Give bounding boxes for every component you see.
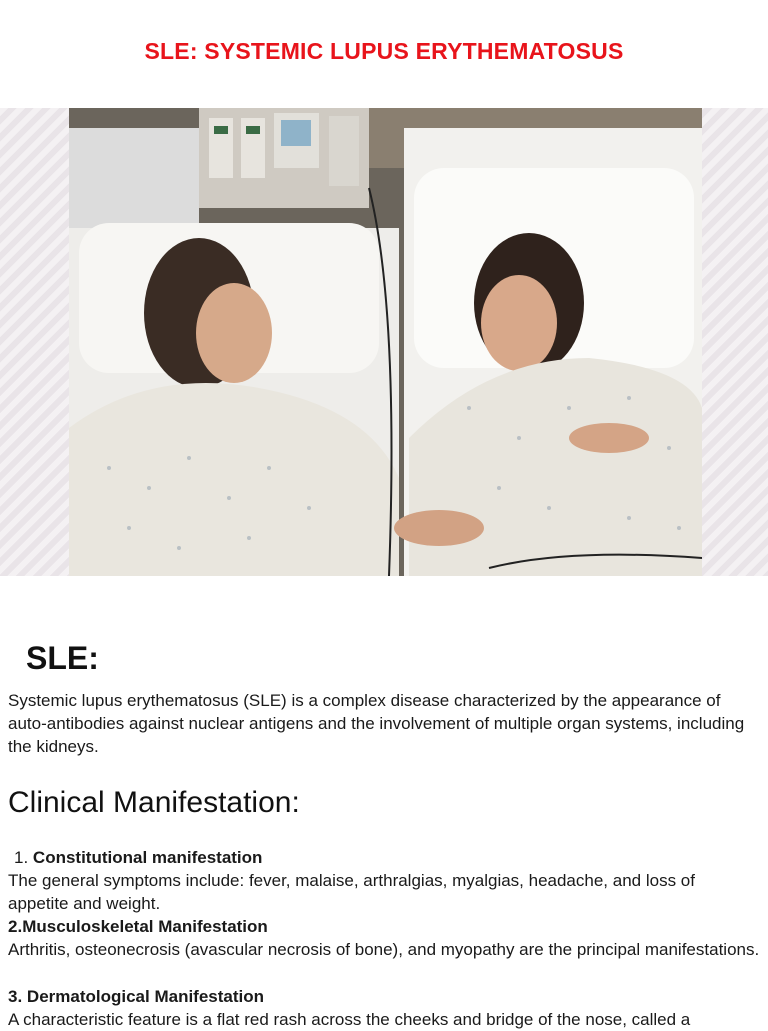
manifestation-1-title xyxy=(8,846,760,869)
clinical-heading: Clinical Manifestation: xyxy=(8,786,300,819)
sle-heading: SLE: xyxy=(26,640,99,676)
hospital-photo xyxy=(69,108,702,576)
photo-frame xyxy=(0,108,768,576)
manifestation-3-number: 3. xyxy=(8,987,23,1006)
manifestation-2-body: Arthritis, osteonecrosis (avascular necrosis of bone), and myopathy are the principal manifestations. xyxy=(8,940,760,959)
manifestation-3-body: A characteristic feature is a flat red rash across the cheeks and bridge of the nose, called a xyxy=(8,1010,691,1029)
manifestation-2-label: Musculoskeletal Manifestation xyxy=(22,917,268,936)
manifestation-3-label: Dermatological Manifestation xyxy=(26,987,265,1006)
manifestation-2-title xyxy=(8,915,760,938)
manifestation-1-label: Constitutional manifestation xyxy=(32,848,263,867)
manifestation-1-number: 1. xyxy=(14,848,29,867)
manifestation-3-title xyxy=(8,985,760,1008)
intro-paragraph: Systemic lupus erythematosus (SLE) is a complex disease characterized by the appearance of auto-antibodies against nuclear antigens and the involvement of multiple organ systems, including the kidneys. xyxy=(8,691,745,756)
page-title: SLE: SYSTEMIC LUPUS ERYTHEMATOSUS xyxy=(144,38,624,64)
manifestation-1-body: The general symptoms include: fever, malaise, arthralgias, myalgias, headache, and loss of appetite and weight. xyxy=(8,871,695,913)
manifestation-2-number: 2. xyxy=(8,917,23,936)
